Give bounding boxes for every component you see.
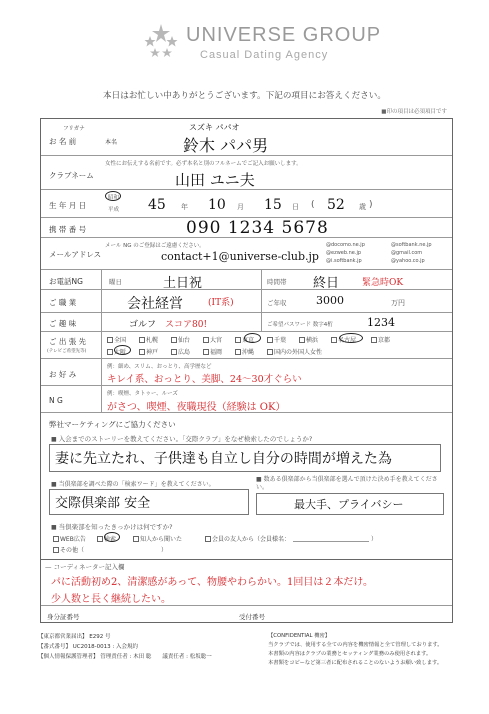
loc-option-osaka[interactable]: 大阪 — [107, 347, 126, 356]
source-member-friend-close: ） — [371, 536, 378, 543]
phone-value[interactable]: 090 1234 5678 — [186, 218, 329, 238]
source-member-friend[interactable]: 会員の友人から（会員様名： — [205, 534, 290, 543]
call-ng-day-value[interactable]: 土日祝 — [163, 276, 203, 291]
confidential-line: 本書類の内容はクラブの業務とセッティング業務のみ使用されます。 — [268, 651, 432, 657]
job-label: ご 職 業 — [49, 298, 77, 307]
coordinator-note-line2[interactable]: 少人数と長く継続したい。 — [51, 594, 171, 605]
job-row — [41, 290, 452, 313]
era-selected-mark — [105, 191, 121, 201]
email-domain-1[interactable]: @docomo.ne.jp — [326, 242, 365, 248]
nagoya-selected-mark — [339, 333, 363, 343]
email-row — [41, 238, 452, 270]
divider — [261, 290, 262, 312]
tokyo-selected-mark — [244, 333, 261, 343]
name-value[interactable]: 鈴木 パパ男 — [183, 136, 269, 155]
ng-label: N G — [49, 396, 63, 405]
question-keyword: ■ 当倶楽部を調べた際の「検索ワード」を教えてください。 — [51, 481, 215, 488]
divider — [101, 386, 102, 412]
preference-row — [41, 359, 452, 386]
birth-day[interactable]: 15 — [264, 197, 282, 213]
logo-subtitle: Casual Dating Agency — [200, 49, 329, 61]
age-paren-open: ( — [311, 200, 315, 210]
ng-hint: 例：喫煙、タトゥー、ルーズ — [107, 391, 178, 397]
loc-option-sapporo[interactable]: 札幌 — [139, 335, 158, 344]
name-label: お 名 前 — [49, 137, 77, 146]
club-name-note: 女性にお伝えする名前です。必ず本名と別のフルネームでご記入お願いします。 — [105, 161, 302, 167]
coordinator-note-line1[interactable]: パに活動初め2、清潔感があって、物腰やわらかい。1回目は２本だけ。 — [51, 577, 374, 588]
email-domain-6[interactable]: @yahoo.co.jp — [391, 258, 425, 264]
birthday-row — [41, 190, 452, 218]
loc-option-okinawa[interactable]: 沖縄 — [235, 347, 254, 356]
divider — [101, 332, 102, 358]
divider — [101, 270, 102, 289]
confidential-line: 当クラブでは、使用する全ての内容を機密情報と全て管理しております。 — [268, 642, 443, 648]
email-domain-3[interactable]: @i.softbank.jp — [326, 258, 362, 264]
era-showa[interactable]: 昭和 — [108, 195, 120, 201]
hobby-label: ご 趣 味 — [49, 319, 77, 328]
club-name-label: クラブネーム — [49, 171, 94, 180]
loc-option-nagoya[interactable]: 名古屋 — [331, 335, 356, 344]
era-heisei[interactable]: 平成 — [108, 207, 120, 213]
source-other-close: ） — [161, 547, 168, 554]
loc-option-nationwide[interactable]: 全国 — [107, 335, 126, 344]
intro-text: 本日はお忙しい中ありがとうございます。下記の項目にお答えください。 — [103, 91, 386, 101]
name-row — [41, 119, 452, 156]
preference-hint: 例：細め、スリム、おっとり、高学歴など — [107, 364, 212, 370]
coordinator-label: — コーディネーター記入欄 — [45, 563, 125, 571]
birth-year[interactable]: 45 — [148, 197, 166, 213]
phone-row — [41, 218, 452, 238]
source-web-ad[interactable]: WEB広告 — [53, 534, 86, 543]
answer-keyword[interactable]: 交際倶楽部 安全 — [55, 496, 151, 511]
name-sub-label: 本名 — [105, 139, 118, 146]
confidential-title: 【CONFIDENTIAL 機密】 — [268, 633, 331, 639]
hobby-value-note: スコア80! — [165, 320, 208, 330]
password-value[interactable]: 1234 — [367, 316, 395, 329]
source-search[interactable]: 検索 — [97, 534, 116, 543]
day-unit: 日 — [292, 203, 299, 211]
divider — [261, 313, 262, 331]
email-note: メール NG のご登録はご遠慮ください。 — [105, 243, 205, 249]
call-ng-label: お電話NG — [49, 277, 83, 286]
income-unit: 万円 — [391, 299, 405, 307]
source-other[interactable]: その他（ — [53, 545, 84, 554]
call-ng-time-label: 時間帯 — [267, 278, 287, 286]
logo — [0, 22, 489, 64]
furigana-value[interactable]: スズキ パパオ — [189, 123, 240, 132]
month-unit: 月 — [237, 203, 244, 211]
stars-logo-icon — [141, 22, 181, 62]
search-selected-mark — [104, 532, 120, 542]
urgent-ok-note: 緊急時OK — [362, 278, 404, 288]
birthday-label: 生 年 月 日 — [49, 201, 87, 210]
job-value[interactable]: 会社経営 — [127, 296, 183, 312]
age-paren-close: ) — [369, 200, 373, 210]
loc-option-yokohama[interactable]: 横浜 — [299, 335, 318, 344]
location-sub-label: (テレビご希望先等) — [47, 349, 87, 354]
divider — [101, 359, 102, 385]
confidential-line: 本書類をコピーなど第三者に配布されることのないようお願い致します。 — [268, 660, 443, 666]
ng-value[interactable]: がさつ、喫煙、夜職現役（経験は OK） — [107, 402, 286, 413]
income-value[interactable]: 3000 — [316, 294, 344, 307]
phone-label: 携 帯 番 号 — [49, 225, 87, 234]
ng-row — [41, 386, 452, 413]
osaka-selected-mark — [114, 345, 131, 355]
call-ng-day-label: 曜日 — [109, 278, 122, 286]
marketing-section — [41, 413, 452, 560]
job-value-note: (IT系) — [208, 298, 234, 308]
email-domain-4[interactable]: @softbank.ne.jp — [391, 242, 432, 248]
loc-option-fukuoka[interactable]: 福岡 — [203, 347, 222, 356]
birth-month[interactable]: 10 — [208, 197, 226, 213]
answer-story[interactable]: 妻に先立たれ、子供達も自立し自分の時間が増えた為 — [55, 451, 392, 467]
loc-option-kobe[interactable]: 神戸 — [139, 347, 158, 356]
loc-option-omiya[interactable]: 大宮 — [203, 335, 222, 344]
email-domain-2[interactable]: @ezweb.ne.jp — [326, 250, 362, 256]
footer-left-line: 【東京都営業届出】 E292 号 — [38, 634, 111, 640]
club-name-row — [41, 156, 452, 190]
preference-value[interactable]: キレイ系、おっとり、美脚、24〜30才ぐらい — [107, 374, 302, 385]
footer-left-line: 【個人情報保護管理者】 管理責任者 : 木田 聡 議責任者 : 松坂聡一 — [38, 654, 212, 660]
divider — [261, 270, 262, 289]
question-reason: ■ 数ある倶楽部から当倶楽部を選んで頂けた決め手を教えてください。 — [256, 476, 438, 491]
id-number-label: 身分証番号 — [47, 613, 80, 621]
preference-label: お 好 み — [49, 370, 77, 379]
question-story: ■ 入会までのストーリーを教えてください。「交際クラブ」をなぜ検索したのでしょうか? — [51, 435, 313, 443]
hobby-value[interactable]: ゴルフ — [129, 320, 157, 330]
divider — [101, 290, 102, 312]
loc-option-foreign[interactable]: 国内の外国人女性 — [267, 347, 322, 356]
member-name-line — [293, 541, 369, 542]
divider — [101, 313, 102, 331]
logo-title: UNIVERSE GROUP — [186, 24, 382, 46]
call-ng-row — [41, 270, 452, 290]
call-ng-time-value[interactable]: 終日 — [313, 276, 340, 291]
question-source: ■ 当倶楽部を知ったきっかけは何ですか? — [51, 523, 173, 531]
source-acquaintance[interactable]: 知人から聞いた — [133, 534, 182, 543]
footer-left-line: 【番式番号】 UC2018-0013 : 入会規約 — [38, 644, 138, 650]
age-value[interactable]: 52 — [327, 197, 345, 213]
club-name-value[interactable]: 山田 ユニ夫 — [175, 171, 255, 189]
furigana-label: フリガナ — [63, 126, 85, 132]
loc-option-kyoto[interactable]: 京都 — [371, 335, 390, 344]
year-unit: 年 — [181, 203, 188, 211]
loc-option-chiba[interactable]: 千葉 — [267, 335, 286, 344]
loc-option-tokyo[interactable]: 東京 — [235, 335, 254, 344]
footer-left — [38, 632, 212, 662]
footer-right — [268, 632, 458, 668]
password-label: ご希望パスワード 数字4桁 — [267, 322, 333, 328]
age-unit: 歳 — [359, 203, 366, 211]
coordinator-section — [41, 560, 452, 606]
location-label: ご 出 張 先 — [49, 337, 87, 346]
receipt-number-label: 受付番号 — [239, 613, 265, 621]
loc-option-sendai[interactable]: 仙台 — [171, 335, 190, 344]
application-form — [40, 118, 453, 623]
answer-reason[interactable]: 最大手、プライバシー — [294, 498, 404, 511]
email-value[interactable]: contact+1@universe-club.jp — [161, 250, 319, 263]
required-note: ■印の項目は必須項目です — [381, 109, 447, 115]
email-domain-5[interactable]: @gmail.com — [391, 250, 423, 256]
income-label: ご年収 — [267, 299, 287, 307]
location-row — [41, 332, 452, 359]
email-label: メールアドレス — [49, 250, 102, 259]
marketing-title: 弊社マーケティングにご協力ください — [49, 420, 176, 429]
hobby-row — [41, 313, 452, 332]
loc-option-hiroshima[interactable]: 広島 — [171, 347, 190, 356]
